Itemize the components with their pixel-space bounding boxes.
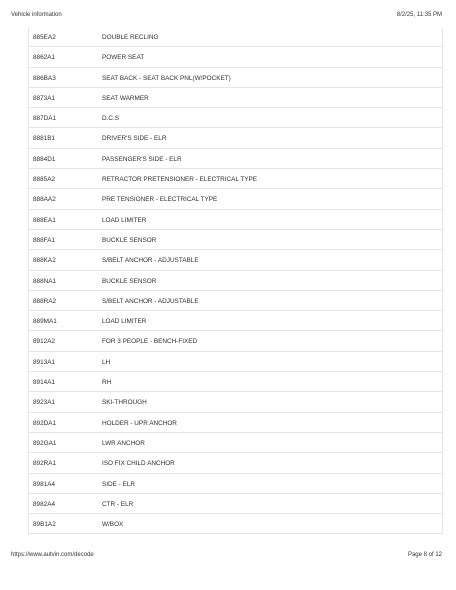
table-row — [29, 514, 442, 534]
option-code: 886BA3 — [33, 74, 56, 82]
option-code: 888KA2 — [33, 257, 56, 265]
option-code: 888EA1 — [33, 216, 56, 224]
option-description: LWR ANCHOR — [102, 439, 145, 447]
table-row — [29, 108, 442, 128]
option-description: ISO FIX CHILD ANCHOR — [102, 460, 175, 468]
option-description: HOLDER - UPR ANCHOR — [102, 419, 177, 427]
option-code: 888RA2 — [33, 297, 57, 305]
option-description: SIDE - ELR — [102, 480, 136, 488]
table-row — [29, 250, 442, 270]
option-description: BUCKLE SENSOR — [102, 277, 157, 285]
option-description: SKI-THROUGH — [102, 399, 147, 407]
option-code: 889MA1 — [33, 318, 57, 326]
table-row — [29, 88, 442, 108]
option-code: 892GA1 — [33, 439, 57, 447]
table-row — [29, 128, 442, 148]
page-title: Vehicle information — [11, 12, 62, 18]
table-row — [29, 494, 442, 514]
table-row — [29, 291, 442, 311]
option-code: 888NA1 — [33, 277, 57, 285]
option-code: 888FA1 — [33, 236, 56, 244]
table-row — [29, 453, 442, 473]
option-description: SEAT BACK - SEAT BACK PNL(W/POCKET) — [102, 74, 231, 82]
table-row — [29, 230, 442, 250]
option-code: 8923A1 — [33, 399, 56, 407]
option-description: PASSENGER'S SIDE - ELR — [102, 155, 182, 163]
options-table — [28, 27, 443, 534]
option-code: 8862A1 — [33, 54, 56, 62]
option-description: LH — [102, 358, 111, 366]
option-code: 8885A2 — [33, 176, 56, 184]
option-description: D.C.S — [102, 115, 120, 123]
option-code: 8913A1 — [33, 358, 56, 366]
print-datetime: 8/2/25, 11:35 PM — [396, 12, 442, 18]
option-description: RH — [102, 379, 112, 387]
option-code: 8912A2 — [33, 338, 56, 346]
table-row — [29, 68, 442, 88]
option-description: PRE TENSIONER - ELECTRICAL TYPE — [102, 196, 218, 204]
table-row — [29, 331, 442, 351]
option-description: LOAD LIMITER — [102, 318, 147, 326]
option-code: 8884D1 — [33, 155, 56, 163]
option-code: 892RA1 — [33, 460, 57, 468]
option-code: 8873A1 — [33, 94, 56, 102]
option-description: FOR 3 PEOPLE - BENCH-FIXED — [102, 338, 198, 346]
option-description: LOAD LIMITER — [102, 216, 147, 224]
option-code: 892DA1 — [33, 419, 57, 427]
option-code: 89B1A2 — [33, 521, 56, 529]
option-description: W/BOX — [102, 521, 124, 529]
table-row — [29, 189, 442, 209]
option-description: POWER SEAT — [102, 54, 145, 62]
option-code: 888AA2 — [33, 196, 56, 204]
option-code: 887DA1 — [33, 115, 57, 123]
option-code: 8881B1 — [33, 135, 56, 143]
option-code: 885EA2 — [33, 34, 56, 41]
table-row — [29, 372, 442, 392]
table-row — [29, 47, 442, 67]
table-row — [29, 149, 442, 169]
option-code: 8981A4 — [33, 480, 56, 488]
table-row — [29, 210, 442, 230]
table-row — [29, 413, 442, 433]
option-code: 8982A4 — [33, 500, 56, 508]
option-description: BUCKLE SENSOR — [102, 236, 157, 244]
table-row — [29, 271, 442, 291]
option-description: S/BELT ANCHOR - ADJUSTABLE — [102, 297, 199, 305]
page-number: Page 8 of 12 — [407, 552, 442, 558]
option-description: DRIVER'S SIDE - ELR — [102, 135, 167, 143]
table-row — [29, 311, 442, 331]
option-description: S/BELT ANCHOR - ADJUSTABLE — [102, 257, 199, 265]
table-row — [29, 433, 442, 453]
table-row — [29, 169, 442, 189]
option-description: SEAT WARMER — [102, 94, 149, 102]
page-footer — [0, 548, 456, 568]
table-row — [29, 474, 442, 494]
table-row — [29, 27, 442, 47]
option-description: DOUBLE RECLING — [102, 34, 159, 41]
option-code: 8914A1 — [33, 379, 56, 387]
table-row — [29, 352, 442, 372]
option-description: RETRACTOR PRETENSIONER - ELECTRICAL TYPE — [102, 176, 258, 184]
source-url[interactable]: https://www.autvin.com/decode — [11, 552, 94, 558]
table-row — [29, 392, 442, 412]
option-description: CTR - ELR — [102, 500, 134, 508]
